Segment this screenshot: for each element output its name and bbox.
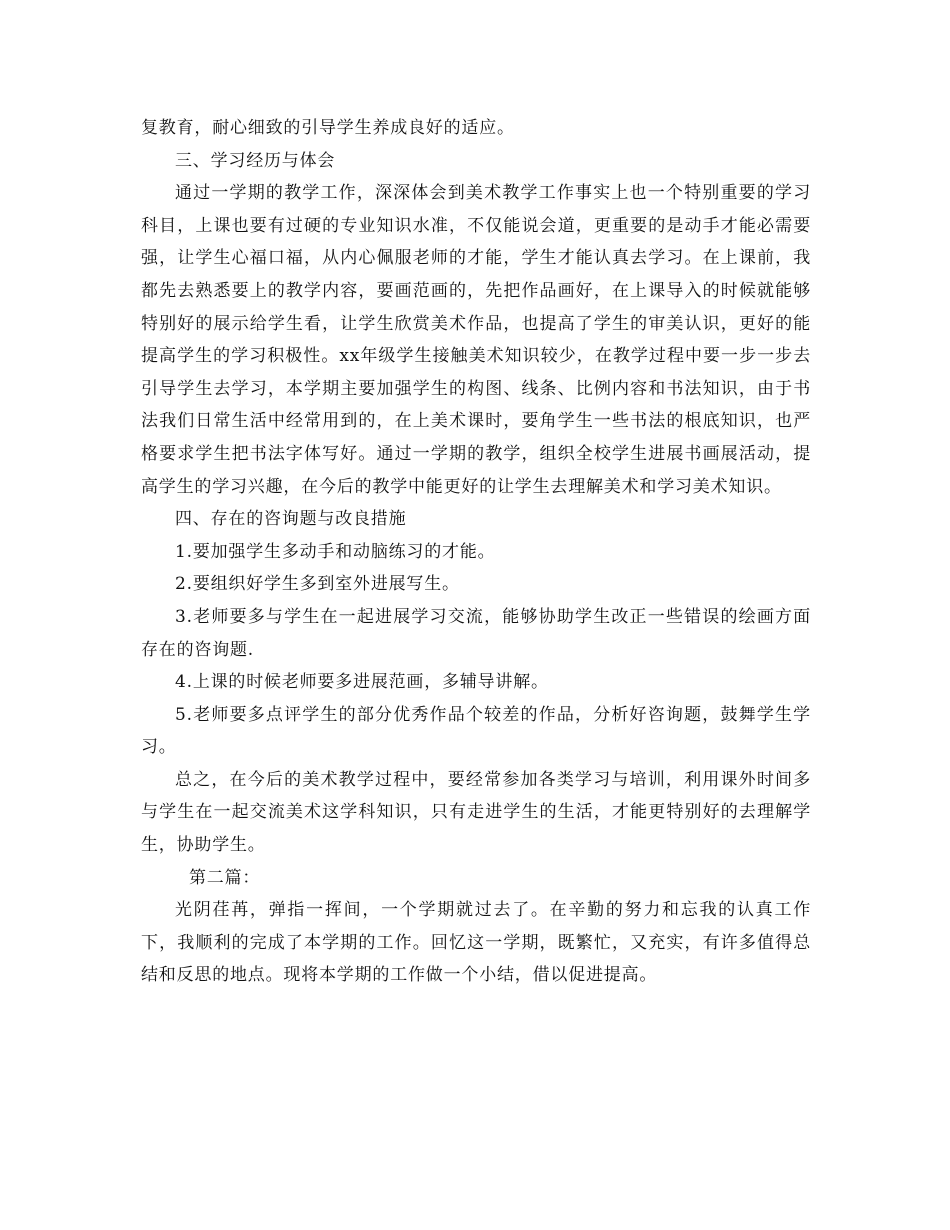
paragraph-second-intro: 光阴荏苒，弹指一挥间，一个学期就过去了。在辛勤的努力和忘我的认真工作下，我顺利的完成了本学期的工作。回忆这一学期，既繁忙，又充实，有许多值得总结和反思的地点。现将本学期的工作做一个小结，借以促进提高。: [141, 900, 811, 986]
list-item: 2.要组织好学生多到室外进展写生。: [175, 574, 460, 595]
list-item: 5.老师要多点评学生的部分优秀作品个较差的作品，分析好咨询题，鼓舞学生学习。: [141, 704, 811, 758]
paragraph-learning-experience: 通过一学期的教学工作，深深体会到美术教学工作事实上也一个特别重要的学习科目，上课也要有过硬的专业知识水准，不仅能说会道，更重要的是动手才能必需要强，让学生心福口福，从内心佩服老师的才能，学生才能认真去学习。在上课前，我都先去熟悉要上的教学内容，要画范画的，先把作品画好，在上课导入的时候就能够特别好的展示给学生看，让学生欣赏美术作品，也提高了学生的审美认识，更好的能提高学生的学习积极性。xx年级学生接触美术知识较少，在教学过程中要一步一步去引导学生去学习，本学期主要加强学生的构图、线条、比例内容和书法知识，由于书法我们日常生活中经常用到的，在上美术课时，要角学生一些书法的根底知识，也严格要求学生把书法字体写好。通过一学期的教学，组织全校学生进展书画展活动，提高学生的学习兴趣，在今后的教学中能更好的让学生去理解美术和学习美术知识。: [141, 183, 811, 497]
section-heading-problems-measures: 四、存在的咨询题与改良措施: [175, 509, 407, 530]
document-body: [141, 112, 811, 992]
list-item: 4.上课的时候老师要多进展范画，多辅导讲解。: [175, 672, 549, 693]
list-item: 1.要加强学生多动手和动脑练习的才能。: [175, 541, 496, 562]
section-heading-learning-experience: 三、学习经历与体会: [175, 150, 336, 171]
paragraph-conclusion: 总之，在今后的美术教学过程中，要经常参加各类学习与培训，利用课外时间多与学生在一起交流美术这学科知识，只有走进学生的生活，才能更特别好的去理解学生，协助学生。: [141, 769, 811, 856]
paragraph-continuation: 复教育，耐心细致的引导学生养成良好的适应。: [141, 118, 515, 138]
list-item: 3.老师要多与学生在一起进展学习交流，能够协助学生改正一些错误的绘画方面存在的咨询题.: [141, 606, 811, 660]
part-heading-second: 第二篇：: [189, 867, 261, 888]
